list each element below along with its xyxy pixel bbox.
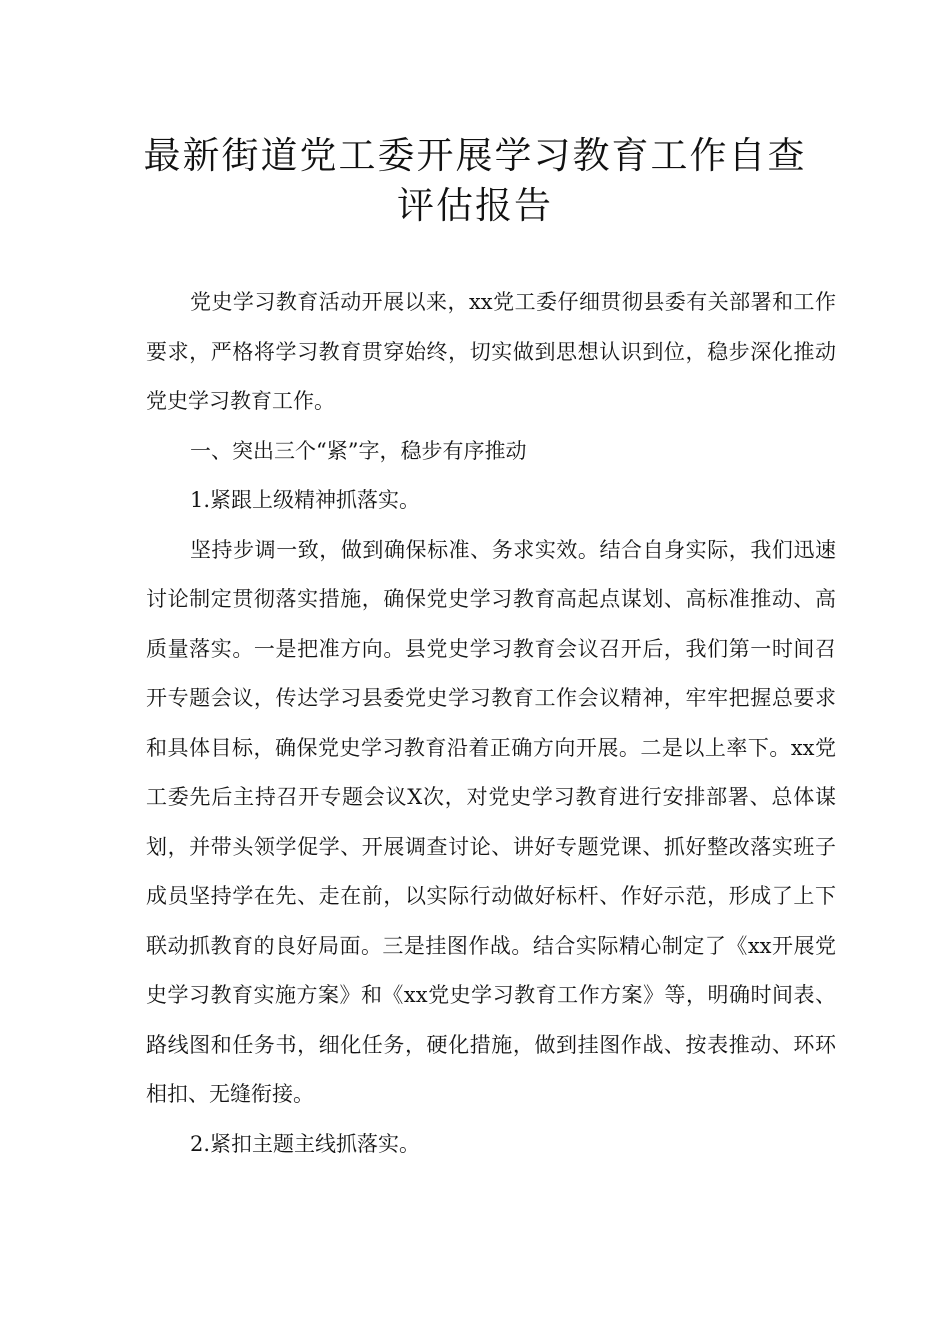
document-body (146, 278, 836, 1169)
intro-paragraph: 党史学习教育活动开展以来，xx党工委仔细贯彻县委有关部署和工作要求，严格将学习教育贯穿始终，切实做到思想认识到位，稳步深化推动党史学习教育工作。 (146, 290, 836, 413)
document-title-line-1: 最新街道党工委开展学习教育工作自查 (143, 134, 807, 177)
item-2-heading: 2.紧扣主题主线抓落实。 (190, 1131, 421, 1156)
section-1-heading: 一、突出三个“紧”字，稳步有序推动 (190, 438, 527, 463)
document-title-line-2: 评估报告 (397, 184, 553, 227)
item-1-body: 坚持步调一致，做到确保标准、务求实效。结合自身实际，我们迅速讨论制定贯彻落实措施，确保党史学习教育高起点谋划、高标准推动、高质量落实。一是把准方向。县党史学习教育会议召开后，我们第一时间召开专题会议，传达学习县委党史学习教育工作会议精神，牢牢把握总要求和具体目标，确保党史学习教育沿着正确方向开展。二是以上率下。xx党工委先后主持召开专题会议X次，对党史学习教育进行安排部署、总体谋划，并带头领学促学、开展调查讨论、讲好专题党课、抓好整改落实班子成员坚持学在先、走在前，以实际行动做好标杆、作好示范，形成了上下联动抓教育的良好局面。三是挂图作战。结合实际精心制定了《xx开展党史学习教育实施方案》和《xx党史学习教育工作方案》等，明确时间表、路线图和任务书，细化任务，硬化措施，做到挂图作战、按表推动、环环相扣、无缝衔接。 (146, 537, 836, 1106)
item-1-heading: 1.紧跟上级精神抓落实。 (190, 488, 421, 512)
